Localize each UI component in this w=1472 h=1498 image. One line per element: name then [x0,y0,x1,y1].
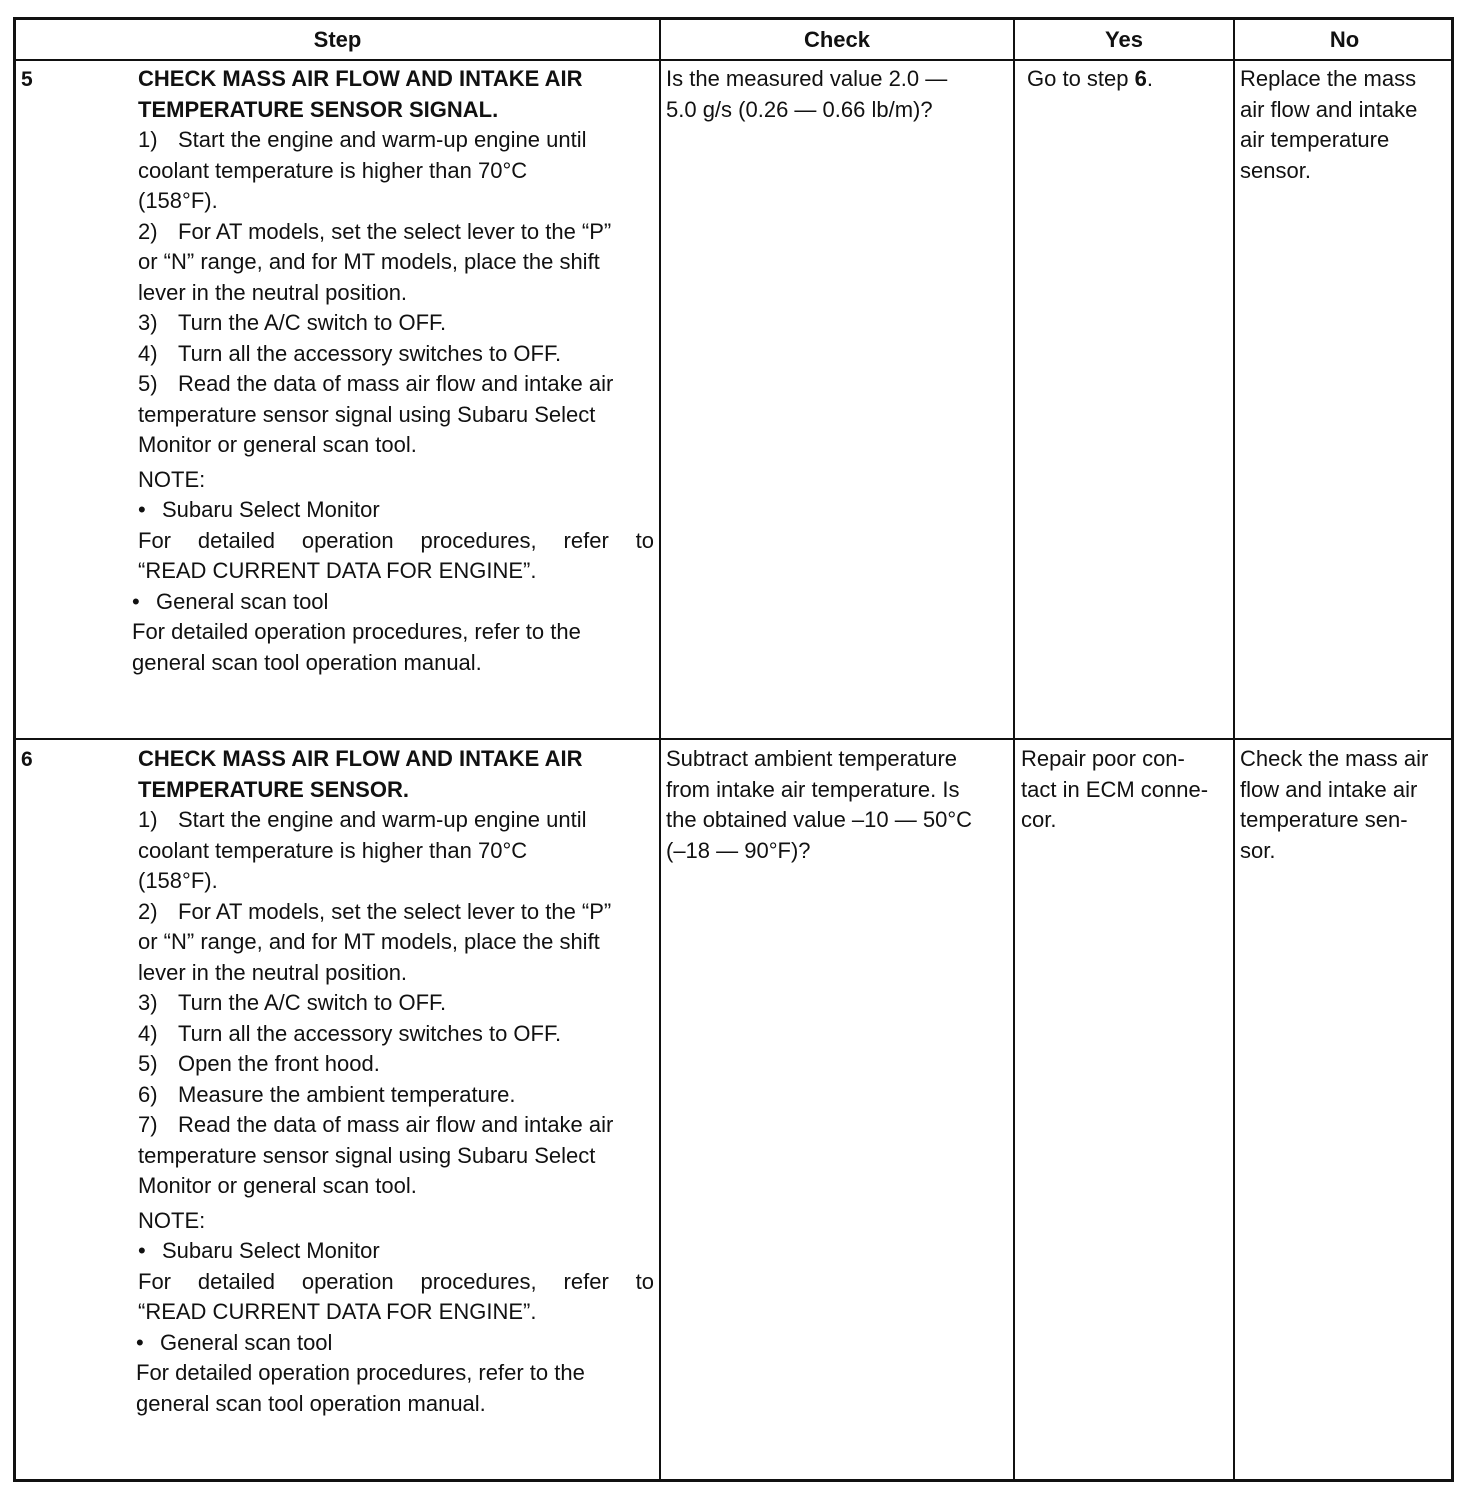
check-cell [666,744,1008,866]
step-text: Monitor or general scan tool. [138,1173,417,1198]
note-bullet [132,587,654,618]
step-index: 5) [138,371,158,396]
step-text: Turn the A/C switch to OFF. [178,990,447,1015]
step-title: CHECK MASS AIR FLOW AND INTAKE AIR [138,746,583,771]
procedure-step [138,217,654,248]
no-text: sor. [1240,837,1276,863]
step-title: CHECK MASS AIR FLOW AND INTAKE AIR [138,66,583,91]
step-text: Turn all the accessory switches to OFF. [178,340,562,366]
note-text: “READ CURRENT DATA FOR ENGINE”. [138,1299,537,1324]
check-text: (–18 — 90°F)? [666,837,811,863]
step-title: TEMPERATURE SENSOR. [138,776,409,802]
step-5-content [132,64,654,678]
header-divider [16,59,1451,61]
no-text: Check the mass air [1240,746,1429,771]
note-text: general scan tool operation manual. [132,649,482,675]
step-index: 2) [138,218,158,244]
step-text: temperature sensor signal using Subaru Select [138,1142,596,1168]
step-index: 2) [138,898,158,924]
note-text: For detailed operation procedures, refer to the [136,1360,585,1385]
procedure-step [138,897,654,928]
procedure-step [138,1049,654,1080]
no-text: sensor. [1240,157,1311,183]
bullet-dot: • [138,1238,146,1263]
procedure-step [138,308,654,339]
bullet-dot: • [138,497,146,522]
step-6-content [138,744,654,1419]
step-text: lever in the neutral position. [138,959,408,985]
no-text: air temperature [1240,127,1390,152]
no-text: flow and intake air [1240,776,1418,802]
note-label: NOTE: [138,466,206,492]
step-text: (158°F). [138,868,218,893]
step-text: Start the engine and warm-up engine until [178,807,587,832]
procedure-step [138,1110,654,1141]
yes-text: . [1146,66,1153,91]
yes-step-link: 6 [1134,66,1147,91]
step-text: Open the front hood. [178,1051,380,1076]
yes-text: Go to step [1027,66,1135,91]
step-text: Turn all the accessory switches to OFF. [178,1020,562,1046]
step-text: Monitor or general scan tool. [138,432,417,457]
bullet-text: General scan tool [156,588,329,614]
yes-cell [1021,744,1231,836]
step-index: 5) [138,1051,158,1076]
procedure-step [138,805,654,836]
diagnostic-table [13,17,1454,1482]
procedure-step [138,1080,654,1111]
note-bullet [136,1328,654,1359]
check-text: the obtained value –10 — 50°C [666,807,973,832]
note-text: “READ CURRENT DATA FOR ENGINE”. [138,558,537,583]
no-cell [1240,64,1452,186]
procedure-step [138,369,654,400]
step-text: Turn the A/C switch to OFF. [178,310,447,335]
bullet-text: Subaru Select Monitor [162,1238,380,1263]
step-text: Start the engine and warm-up engine until [178,127,587,152]
note-bullet [138,495,654,526]
check-text: Subtract ambient temperature [666,746,958,771]
step-text: or “N” range, and for MT models, place the shift [138,929,600,954]
check-text: 5.0 g/s (0.26 — 0.66 lb/m)? [666,96,933,122]
yes-cell [1027,64,1227,95]
no-text: temperature sen- [1240,807,1408,832]
step-text: Read the data of mass air flow and intake air [178,371,614,396]
step-index: 1) [138,127,158,152]
step-title: TEMPERATURE SENSOR SIGNAL. [138,96,499,122]
no-cell [1240,744,1452,866]
step-index: 7) [138,1112,158,1137]
note-text: general scan tool operation manual. [136,1390,486,1416]
header-check: Check [803,27,871,52]
note-text: For detailed operation procedures, refer to the [132,619,581,644]
yes-text: cor. [1021,807,1057,832]
step-text: For AT models, set the select lever to the “P” [178,898,612,924]
check-cell [666,64,1008,125]
note-bullet [138,1236,654,1267]
header-step: Step [313,27,362,52]
bullet-text: General scan tool [160,1329,333,1355]
procedure-step [138,1019,654,1050]
note-text: For detailed operation procedures, refer to [138,527,654,553]
row-divider [16,738,1451,740]
step-text: or “N” range, and for MT models, place the shift [138,249,600,274]
bullet-text: Subaru Select Monitor [162,497,380,522]
bullet-dot: • [136,1329,144,1355]
procedure-step [138,125,654,156]
step-number: 6 [21,748,33,771]
step-index: 4) [138,1020,158,1046]
procedure-step [138,339,654,370]
column-divider [1013,20,1015,1479]
step-index: 3) [138,990,158,1015]
column-divider [1233,20,1235,1479]
step-text: Measure the ambient temperature. [178,1081,516,1107]
header-no: No [1329,27,1360,52]
no-text: air flow and intake [1240,96,1418,122]
note-text: For detailed operation procedures, refer to [138,1268,654,1294]
step-index: 6) [138,1081,158,1107]
step-index: 3) [138,310,158,335]
step-text: coolant temperature is higher than 70°C [138,837,528,863]
step-text: coolant temperature is higher than 70°C [138,157,528,183]
bullet-dot: • [132,588,140,614]
check-text: Is the measured value 2.0 — [666,66,948,91]
procedure-step [138,988,654,1019]
step-text: temperature sensor signal using Subaru Select [138,401,596,427]
no-text: Replace the mass [1240,66,1417,91]
yes-text: Repair poor con- [1021,746,1185,771]
step-text: Read the data of mass air flow and intake air [178,1112,614,1137]
step-text: (158°F). [138,188,218,213]
header-yes: Yes [1105,27,1143,52]
step-text: For AT models, set the select lever to the “P” [178,218,612,244]
step-number: 5 [21,68,33,91]
column-divider [659,20,661,1479]
note-label: NOTE: [138,1207,206,1233]
check-text: from intake air temperature. Is [666,776,960,802]
step-index: 4) [138,340,158,366]
step-text: lever in the neutral position. [138,279,408,305]
yes-text: tact in ECM conne- [1021,776,1209,802]
step-index: 1) [138,807,158,832]
